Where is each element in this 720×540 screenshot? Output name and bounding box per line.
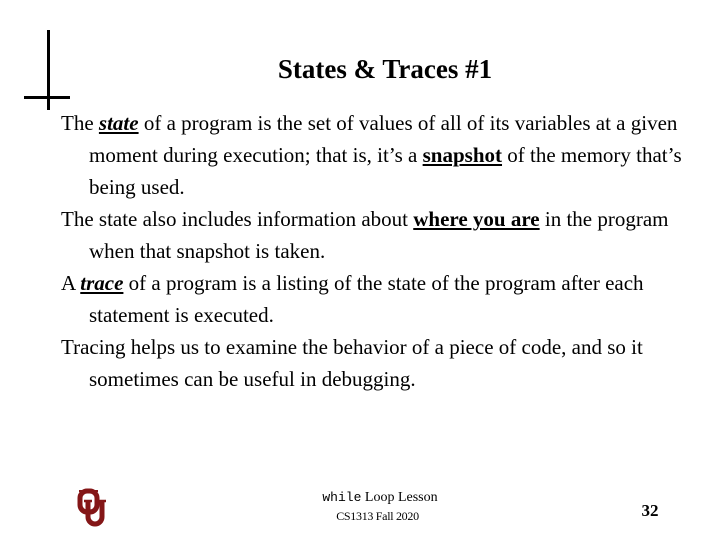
paragraph-trace	[61, 267, 711, 331]
paragraph-tracing	[61, 331, 711, 395]
footer-lesson-title	[300, 489, 460, 507]
term-snapshot: snapshot	[422, 143, 503, 167]
decorative-horizontal-line	[24, 96, 70, 99]
text-run: of a program is a listing of the state of the program after each statement is executed.	[89, 271, 644, 327]
ou-logo-icon	[76, 487, 110, 529]
slide-body	[61, 107, 711, 395]
text-run: The	[61, 111, 99, 135]
text-run: The state also includes information about	[61, 207, 414, 231]
term-state: state	[98, 111, 139, 135]
text-run: Tracing helps us to examine the behavior of a piece of code, and so it sometimes can be useful in debugging.	[61, 335, 643, 391]
text-run: A	[61, 271, 81, 295]
paragraph-where	[61, 203, 711, 267]
paragraph-state	[61, 107, 711, 203]
text-run: of the memory that’s being used.	[89, 143, 682, 199]
text-run: in the program when that snapshot is taken.	[89, 207, 669, 263]
footer-lesson-keyword: while	[322, 490, 362, 505]
text-run: of a program is the set of values of all of its variables at a given moment during execution; that is, it’s a	[89, 111, 678, 167]
term-trace: trace	[80, 271, 124, 295]
footer-course: CS1313 Fall 2020	[336, 509, 419, 523]
footer-lesson-rest: Loop Lesson	[361, 490, 438, 505]
term-where-you-are: where you are	[413, 207, 540, 231]
slide-title: States & Traces #1	[277, 54, 493, 84]
page-number: 32	[641, 501, 659, 520]
